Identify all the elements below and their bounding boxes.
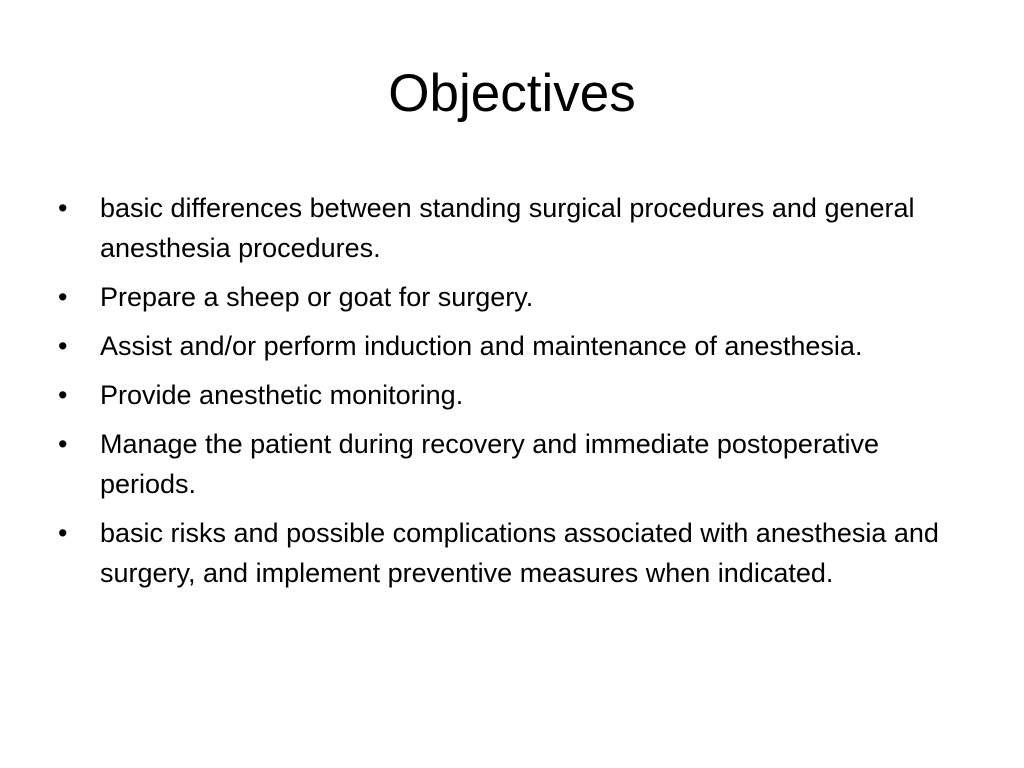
list-item bbox=[58, 375, 958, 415]
objectives-list bbox=[58, 188, 958, 602]
bullet-icon: • bbox=[58, 380, 68, 410]
list-item bbox=[58, 424, 958, 504]
bullet-icon: • bbox=[58, 282, 68, 312]
bullet-icon: • bbox=[58, 331, 68, 361]
bullet-icon: • bbox=[58, 429, 68, 459]
list-item-text: Provide anesthetic monitoring. bbox=[100, 380, 464, 410]
list-item-text: basic differences between standing surgical procedures and general anesthesia procedures. bbox=[100, 193, 915, 263]
list-item bbox=[58, 277, 958, 317]
list-item bbox=[58, 188, 958, 268]
bullet-icon: • bbox=[58, 193, 68, 223]
list-item-text: basic risks and possible complications associated with anesthesia and surgery, and implement preventive measures when indicated. bbox=[100, 518, 939, 588]
list-item-text: Assist and/or perform induction and maintenance of anesthesia. bbox=[100, 331, 863, 361]
slide-title: Objectives bbox=[388, 64, 636, 123]
list-item bbox=[58, 513, 958, 593]
bullet-icon: • bbox=[58, 518, 68, 548]
list-item bbox=[58, 326, 958, 366]
list-item-text: Manage the patient during recovery and immediate postoperative periods. bbox=[100, 429, 879, 499]
list-item-text: Prepare a sheep or goat for surgery. bbox=[100, 282, 534, 312]
